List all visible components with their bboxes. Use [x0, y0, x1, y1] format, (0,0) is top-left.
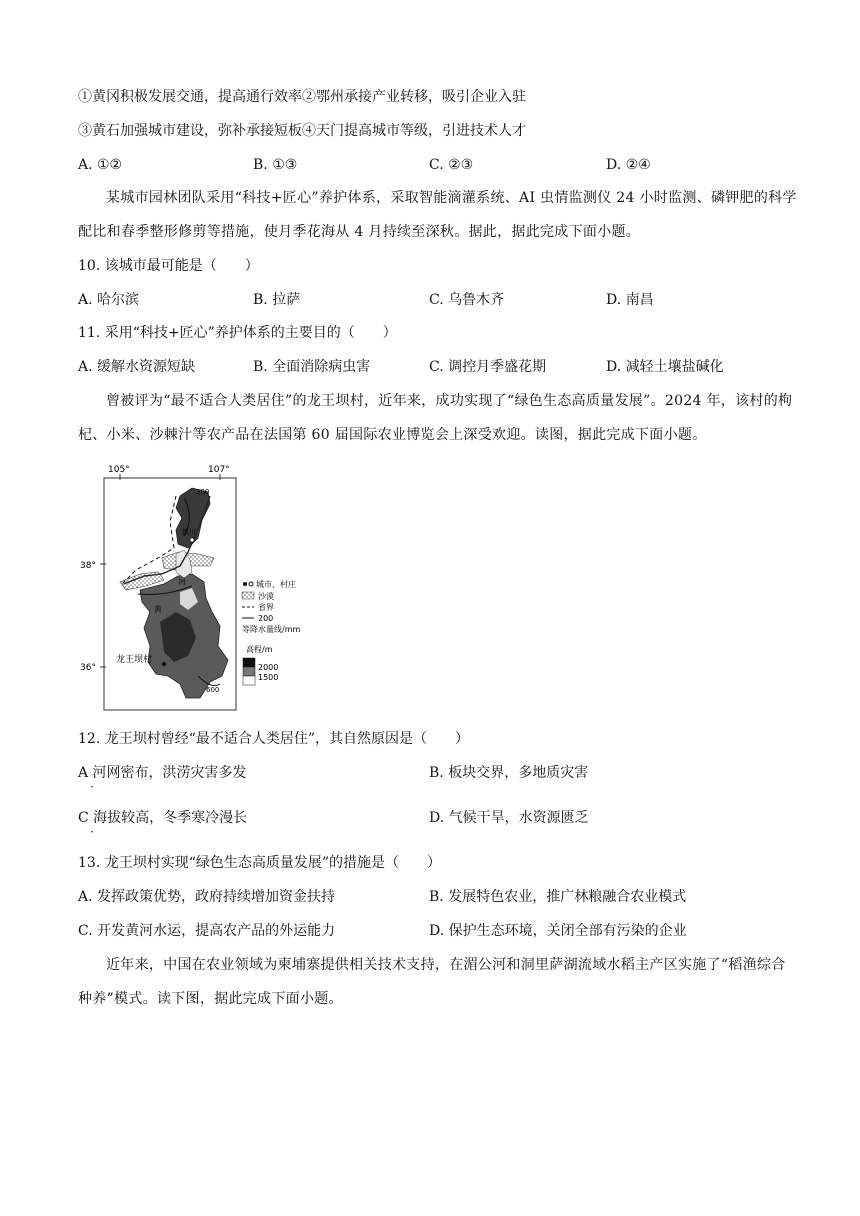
q11-option-c[interactable]: C. 调控月季盛花期 [429, 359, 547, 375]
legend-isohyet-title: 等降水量线/mm [242, 625, 301, 634]
legend-city-label: 城市、村庄 [256, 580, 296, 589]
q12-stem: 12. 龙王坝村曾经“最不适合人类居住”，其自然原因是（ ） [78, 731, 470, 747]
q13-option-c[interactable]: C. 开发黄河水运，提高农产品的外运能力 [78, 923, 336, 939]
legend-1500-label: 1500 [258, 673, 279, 682]
q10-option-a[interactable]: A. 哈尔滨 [78, 292, 140, 308]
q9-statement-line-1: ①黄冈积极发展交通，提高通行效率②鄂州承接产业转移，吸引企业入驻 [78, 89, 526, 105]
q12-option-b[interactable]: B. 板块交界，多地质灾害 [429, 765, 589, 781]
q12-option-d[interactable]: D. 气候干旱，水资源匮乏 [429, 810, 589, 826]
river-label-he: 河 [178, 577, 186, 586]
isohyet-600-label: 600 [206, 686, 220, 694]
lon-label-105: 105° [108, 465, 130, 475]
q10-stem: 10. 该城市最可能是（ ） [78, 258, 259, 274]
lon-label-107: 107° [208, 465, 230, 475]
q13-option-b[interactable]: B. 发展特色农业，推广林粮融合农业模式 [429, 889, 687, 905]
lat-label-36: 36° [80, 663, 96, 673]
q12-option-c-mark: · [90, 825, 94, 839]
legend-2000-swatch [243, 658, 255, 667]
passage-cambodia: 近年来，中国在农业领域为柬埔寨提供相关技术支持，在湄公河和洞里萨湖流域水稻主产区实施了“稻渔综合种养”模式。读下图，据此完成下面小题。 [78, 957, 786, 1007]
q9-option-b[interactable]: B. ①③ [253, 157, 298, 173]
legend-village-dot [249, 582, 253, 586]
legend-border-label: 省界 [258, 603, 274, 612]
q11-option-a[interactable]: A. 缓解水资源短缺 [78, 359, 196, 375]
legend-2000-label: 2000 [258, 663, 279, 672]
q9-option-a[interactable]: A. ①② [78, 157, 123, 173]
q9-option-c[interactable]: C. ②③ [429, 157, 474, 173]
city-marker-yinchuan [190, 538, 194, 542]
q12-option-a-mark: · [90, 780, 94, 794]
q13-option-a[interactable]: A. 发挥政策优势，政府持续增加资金扶持 [78, 889, 336, 905]
q10-option-c[interactable]: C. 乌鲁木齐 [429, 292, 505, 308]
map-svg [80, 462, 340, 712]
city-label-yinchuan: 银川 [182, 528, 196, 536]
village-marker-longwangba [162, 662, 166, 666]
q12-option-c[interactable]: C 海拔较高，冬季寒冷漫长 [78, 810, 248, 826]
legend-desert-label: 沙漠 [258, 592, 274, 601]
legend-isohyet-value: 200 [258, 614, 274, 623]
legend-1500-swatch [243, 667, 255, 676]
river-label-huang: 黄 [154, 605, 162, 614]
longwangba-map-figure [80, 462, 340, 712]
q9-option-d[interactable]: D. ②④ [606, 157, 651, 173]
legend-city-dot [243, 582, 247, 586]
q12-option-a[interactable]: A 河网密布，洪涝灾害多发 [78, 765, 247, 781]
legend-elevation-title: 高程/m [246, 645, 273, 654]
q9-statement-line-2: ③黄石加强城市建设，弥补承接短板④天门提高城市等级，引进技术人才 [78, 123, 526, 139]
q13-stem: 13. 龙王坝村实现“绿色生态高质量发展”的措施是（ ） [78, 855, 442, 871]
legend-low-swatch [243, 676, 255, 685]
legend-desert-swatch [242, 592, 254, 599]
q10-option-d[interactable]: D. 南昌 [606, 292, 654, 308]
village-label-longwangba: 龙王坝村 [116, 655, 153, 665]
q10-option-b[interactable]: B. 拉萨 [253, 292, 301, 308]
map-legend [242, 579, 300, 685]
passage-rose-city: 某城市园林团队采用“科技+匠心”养护体系，采取智能滴灌系统、AI 虫情监测仪 24 小时监测、磷钾肥的科学配比和春季整形修剪等措施，使月季花海从 4 月持续至深秋。据此，据此完成下面小题。 [78, 190, 797, 240]
passage-longwangba: 曾被评为“最不适合人类居住”的龙王坝村，近年来，成功实现了“绿色生态高质量发展”。2024 年，该村的枸杞、小米、沙棘汁等农产品在法国第 60 届国际农业博览会上深受欢迎。读图，据此完成下面小题。 [78, 393, 793, 443]
isohyet-300-label: 300 [196, 488, 210, 496]
q11-option-d[interactable]: D. 减轻土壤盐碱化 [606, 359, 724, 375]
q11-option-b[interactable]: B. 全面消除病虫害 [253, 359, 371, 375]
q13-option-d[interactable]: D. 保护生态环境，关闭全部有污染的企业 [429, 923, 687, 939]
lat-label-38: 38° [80, 561, 96, 571]
q11-stem: 11. 采用“科技+匠心”养护体系的主要目的（ ） [78, 325, 397, 341]
